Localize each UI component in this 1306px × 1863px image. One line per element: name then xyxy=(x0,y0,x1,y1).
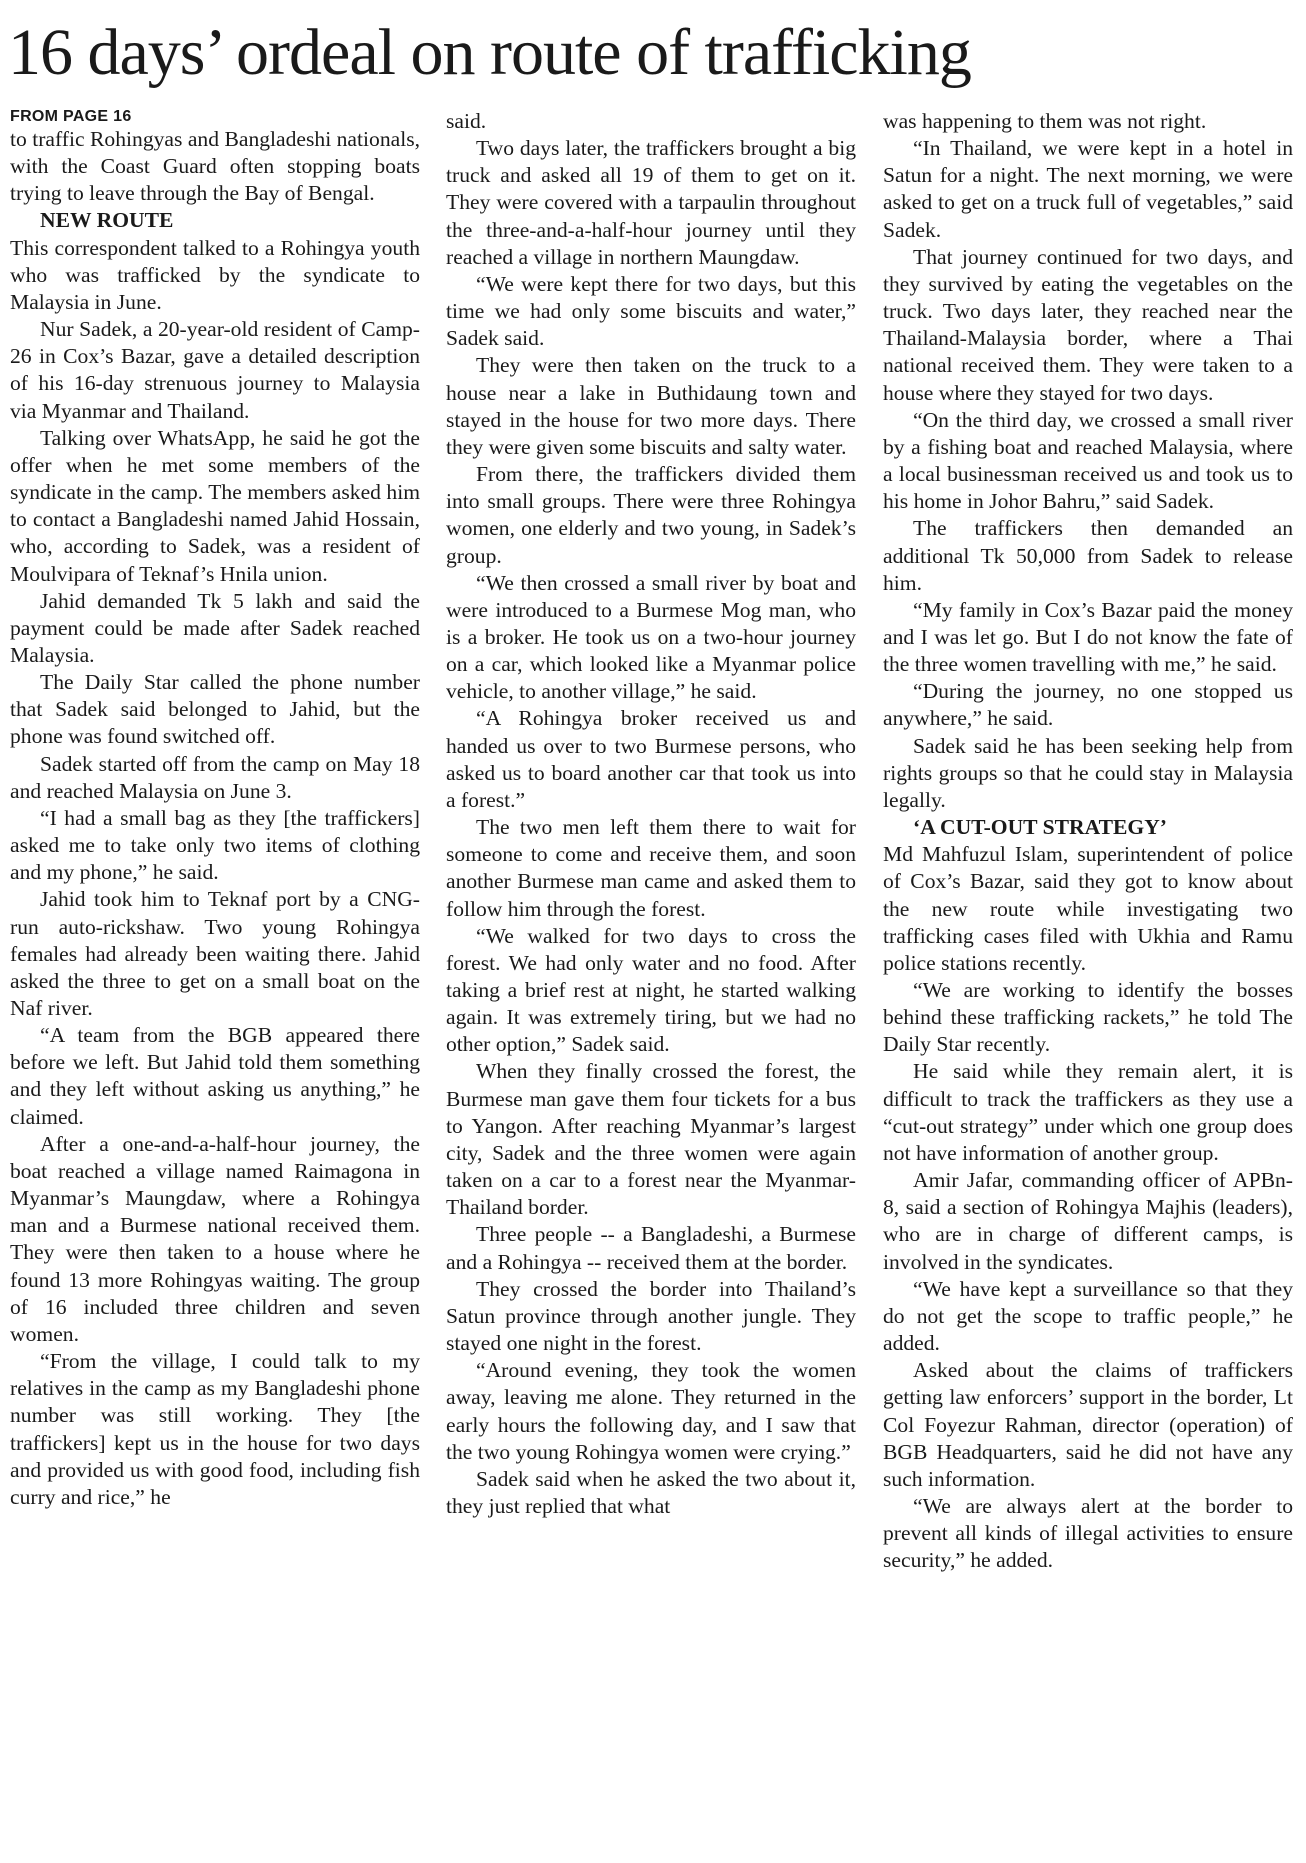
column-1 xyxy=(10,108,420,1511)
paragraph: “A team from the BGB appeared there before we left. But Jahid told them something and they left without asking us anything,” he claimed. xyxy=(10,1023,420,1129)
paragraph: said. xyxy=(446,109,487,133)
paragraph: The two men left them there to wait for someone to come and receive them, and soon another Burmese man came and asked them to follow him through the forest. xyxy=(446,815,856,921)
column-3 xyxy=(883,108,1293,1574)
paragraph: “We walked for two days to cross the forest. We had only water and no food. After taking a brief rest at night, he started walking again. It was extremely tiring, but we had no other option,” Sadek said. xyxy=(446,923,856,1057)
column-3-body xyxy=(883,108,1293,1574)
paragraph: “I had a small bag as they [the traffickers] asked me to take only two items of clothing and my phone,” he said. xyxy=(10,805,420,885)
paragraph: They crossed the border into Thailand’s Satun province through another jungle. They stayed one night in the forest. xyxy=(446,1276,856,1356)
paragraph: “We are always alert at the border to prevent all kinds of illegal activities to ensure security,” he added. xyxy=(883,1493,1293,1573)
paragraph: After a one-and-a-half-hour journey, the boat reached a village named Raimagona in Myanmar’s Maungdaw, where a Rohingya man and a Burmese national received them. They were then taken to a house where he found 13 more Rohingyas waiting. The group of 16 included three children and seven women. xyxy=(10,1131,420,1346)
paragraph: He said while they remain alert, it is difficult to track the traffickers as they use a “cut-out strategy” under which one group does not have information of another group. xyxy=(883,1059,1293,1165)
headline: 16 days’ ordeal on route of trafficking xyxy=(8,16,971,89)
paragraph: Sadek said when he asked the two about it, they just replied that what xyxy=(446,1466,856,1518)
paragraph: Sadek started off from the camp on May 18 and reached Malaysia on June 3. xyxy=(10,751,420,803)
paragraph: That journey continued for two days, and they survived by eating the vegetables on the truck. Two days later, they reached near the Thailand-Malaysia border, where a Thai national received them. They were taken to a house where they stayed for two days. xyxy=(883,244,1293,405)
paragraph: Jahid took him to Teknaf port by a CNG-run auto-rickshaw. Two young Rohingya females had already been waiting there. Jahid asked the three to get on a small boat on the Naf river. xyxy=(10,887,420,1020)
paragraph: Talking over WhatsApp, he said he got the offer when he met some members of the syndicate in the camp. The members asked him to contact a Bangladeshi named Jahid Hossain, who, according to Sadek, was a resident of Moulvipara of Teknaf’s Hnila union. xyxy=(10,425,420,586)
paragraph: “We then crossed a small river by boat and were introduced to a Burmese Mog man, who is a broker. He took us on a two-hour journey on a car, which looked like a Myanmar police vehicle, to another village,” he said. xyxy=(446,570,856,704)
paragraph: When they finally crossed the forest, the Burmese man gave them four tickets for a bus to Yangon. After reaching Myanmar’s largest city, Sadek and the three women were again taken on a car to a forest near the Myanmar-Thailand border. xyxy=(446,1059,856,1220)
column-2 xyxy=(446,108,856,1520)
paragraph: They were then taken on the truck to a house near a lake in Buthidaung town and stayed in the house for two more days. There they were given some biscuits and salty water. xyxy=(446,353,856,459)
subheading: NEW ROUTE xyxy=(40,208,174,233)
paragraph: “During the journey, no one stopped us anywhere,” he said. xyxy=(883,679,1293,731)
column-1-body xyxy=(10,126,420,1511)
subheading: ‘A CUT-OUT STRATEGY’ xyxy=(913,815,1167,840)
paragraph: “We have kept a surveillance so that they do not get the scope to traffic people,” he added. xyxy=(883,1276,1293,1356)
paragraph: to traffic Rohingyas and Bangladeshi nationals, with the Coast Guard often stopping boats trying to leave through the Bay of Bengal. xyxy=(10,127,420,206)
paragraph: was happening to them was not right. xyxy=(883,109,1207,133)
paragraph: This correspondent talked to a Rohingya youth who was trafficked by the syndicate to Malaysia in June. xyxy=(10,235,420,314)
paragraph: Nur Sadek, a 20-year-old resident of Camp-26 in Cox’s Bazar, gave a detailed description of his 16-day strenuous journey to Malaysia via Myanmar and Thailand. xyxy=(10,317,420,423)
paragraph: “We were kept there for two days, but this time we had only some biscuits and water,” Sadek said. xyxy=(446,271,856,351)
paragraph: Jahid demanded Tk 5 lakh and said the payment could be made after Sadek reached Malaysia. xyxy=(10,588,420,667)
paragraph: Asked about the claims of traffickers getting law enforcers’ support in the border, Lt Col Foyezur Rahman, director (operation) of BGB Headquarters, said he did not have any such information. xyxy=(883,1358,1293,1491)
column-2-body xyxy=(446,108,856,1520)
paragraph: “My family in Cox’s Bazar paid the money and I was let go. But I do not know the fate of the three women travelling with me,” he said. xyxy=(883,597,1293,677)
jump-kicker: FROM PAGE 16 xyxy=(10,108,132,125)
paragraph: “Around evening, they took the women away, leaving me alone. They returned in the early hours the following day, and I saw that the two young Rohingya women were crying.” xyxy=(446,1358,856,1464)
paragraph: The traffickers then demanded an additional Tk 50,000 from Sadek to release him. xyxy=(883,516,1293,595)
paragraph: “A Rohingya broker received us and handed us over to two Burmese persons, who asked us to board another car that took us into a forest.” xyxy=(446,706,856,812)
paragraph: “On the third day, we crossed a small river by a fishing boat and reached Malaysia, where a local businessman received us and took us to his home in Johor Bahru,” said Sadek. xyxy=(883,407,1293,514)
paragraph: Amir Jafar, commanding officer of APBn-8, said a section of Rohingya Majhis (leaders), who are in charge of different camps, is involved in the syndicates. xyxy=(883,1168,1293,1274)
paragraph: The Daily Star called the phone number that Sadek said belonged to Jahid, but the phone was found switched off. xyxy=(10,670,420,749)
paragraph: “We are working to identify the bosses behind these trafficking rackets,” he told The Daily Star recently. xyxy=(883,978,1293,1057)
paragraph: Sadek said he has been seeking help from rights groups so that he could stay in Malaysia legally. xyxy=(883,733,1293,812)
paragraph: Two days later, the traffickers brought a big truck and asked all 19 of them to get on it. They were covered with a tarpaulin throughout the three-and-a-half-hour journey until they reached a village in northern Maungdaw. xyxy=(446,136,856,269)
paragraph: “From the village, I could talk to my relatives in the camp as my Bangladeshi phone number was still working. They [the traffickers] kept us in the house for two days and provided us with good food, including fish curry and rice,” he xyxy=(10,1349,420,1509)
paragraph: From there, the traffickers divided them into small groups. There were three Rohingya women, one elderly and two young, in Sadek’s group. xyxy=(446,462,856,568)
paragraph: “In Thailand, we were kept in a hotel in Satun for a night. The next morning, we were asked to get on a truck full of vegetables,” said Sadek. xyxy=(883,136,1293,242)
paragraph: Three people -- a Bangladeshi, a Burmese and a Rohingya -- received them at the border. xyxy=(446,1222,856,1274)
paragraph: Md Mahfuzul Islam, superintendent of police of Cox’s Bazar, said they got to know about the new route while investigating two trafficking cases filed with Ukhia and Ramu police stations recently. xyxy=(883,842,1293,975)
